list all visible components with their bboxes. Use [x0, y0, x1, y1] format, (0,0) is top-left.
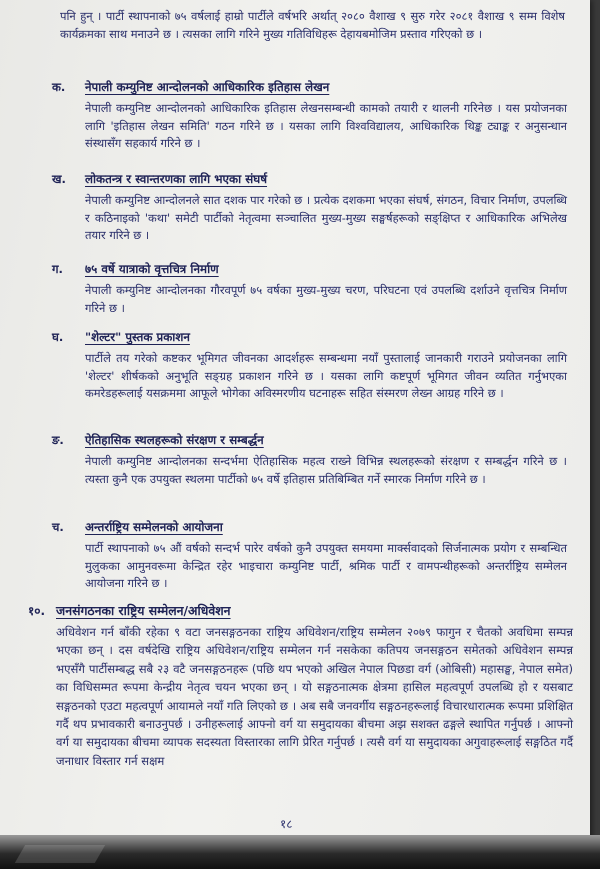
- section-cha: [52, 519, 567, 593]
- section-nga: [52, 432, 567, 488]
- section-title: ७५ वर्षे यात्राको वृत्तचित्र निर्माण: [85, 262, 219, 276]
- section-10: [28, 602, 573, 770]
- section-letter: ग.: [52, 262, 63, 276]
- section-letter: घ.: [52, 330, 64, 344]
- section-number: १०.: [28, 604, 46, 618]
- section-body: पार्टी स्थापनाको ७५ औं वर्षको सन्दर्भ पारेर वर्षको कुनै उपयुक्त समयमा मार्क्सवादको सिर्जनात्मक प्रयोग र सम्बन्धित मुलुकका आमुनवरूमा केन्द्रित रहेर भाइचारा कम्युनिष्ट पार्टी, श्रमिक पार्टी र वामपन्थीहरूको अन्तर्राष्ट्रिय सम्मेलन आयोजना गरिने छ ।: [85, 541, 567, 591]
- page-number: १८: [280, 817, 293, 831]
- section-title: लोकतन्त्र र स्वान्तरणका लागि भएका संघर्ष: [85, 172, 268, 186]
- section-title: अन्तर्राष्ट्रिय सम्मेलनको आयोजना: [85, 520, 223, 534]
- section-title: ऐतिहासिक स्थलहरूको संरक्षण र सम्बर्द्धन: [85, 433, 264, 447]
- section-body: नेपाली कम्युनिष्ट आन्दोलनले सात दशक पार गरेको छ । प्रत्येक दशकमा भएका संघर्ष, संगठन, विचार निर्माण, उपलब्धि र कठिनाइको 'कथा' समेटी पार्टीको नेतृत्वमा सञ्चालित मुख्य-मुख्य सङ्घर्षहरूको सङ्क्षिप्त र आधिकारिक अभिलेख तयार गरिने छ ।: [85, 193, 567, 243]
- background-surface: [0, 835, 600, 869]
- section-body: नेपाली कम्युनिष्ट आन्दोलनका सन्दर्भमा ऐतिहासिक महत्व राख्ने विभिन्न स्थलहरूको संरक्षण र सम्बर्द्धन गरिने छ । त्यस्ता कुनै एक उपयुक्त स्थलमा पार्टीको ७५ वर्षे इतिहास प्रतिबिम्बित गर्ने स्मारक निर्माण गरिने छ ।: [85, 454, 567, 486]
- section-title: जनसंगठनका राष्ट्रिय सम्मेलन/अधिवेशन: [56, 603, 231, 618]
- section-ka: [52, 79, 567, 153]
- section-ga: [52, 261, 567, 317]
- intro-paragraph: पनि हुन् । पार्टी स्थापनाको ७५ वर्षलाई हाम्रो पार्टीले वर्षभरि अर्थात् २०८० वैशाख ९ सुरु गरेर २०८१ वैशाख ९ सम्म विशेष कार्यक्रमका साथ मनाउने छ । त्यसका लागि गरिने मुख्य गतिविधिहरू देहायबमोजिम प्रस्ताव गरिएको छ ।: [60, 9, 565, 41]
- section-letter: ख.: [52, 172, 66, 186]
- section-kha: [52, 171, 567, 245]
- section-body: पार्टीले तय गरेको कष्टकर भूमिगत जीवनका आदर्शहरू सम्बन्धमा नयाँ पुस्तालाई जानकारी गराउने प्रयोजनका लागि 'शेल्टर' शीर्षकको अनुभूति सङ्ग्रह प्रकाशन गरिने छ । यसका लागि कष्टपूर्ण भूमिगत जीवन व्यतित गर्नुभएका कमरेडहरूलाई यसक्रममा आफूले भोगेका अविस्मरणीय घटनाहरू सहित संस्मरण लेख्न आग्रह गरिने छ ।: [85, 351, 567, 401]
- section-body: नेपाली कम्युनिष्ट आन्दोलनका गौरवपूर्ण ७५ वर्षका मुख्य-मुख्य चरण, परिघटना एवं उपलब्धि दर्शाउने वृत्तचित्र निर्माण गरिने छ ।: [85, 283, 567, 315]
- section-gha: [52, 329, 567, 403]
- section-title: "शेल्टर" पुस्तक प्रकाशन: [85, 330, 190, 344]
- section-body: अधिवेशन गर्न बाँकी रहेका ९ वटा जनसङ्गठनका राष्ट्रिय अधिवेशन/राष्ट्रिय सम्मेलन २०७९ फागुन र चैतको अवधिमा सम्पन्न भएका छन् । दस वर्षदेखि राष्ट्रिय अधिवेशन/राष्ट्रिय सम्मेलन गर्न नसकेका कतिपय जनसङ्गठन समेतको अधिवेशन सम्पन्न भएसँगै पार्टीसम्बद्ध सबै २३ वटै जनसङ्गठनहरू (पछि थप भएको अखिल नेपाल पिछडा वर्ग (ओबिसी) महासङ्घ, नेपाल समेत) का विधिसम्मत रूपमा केन्द्रीय नेतृत्व चयन भएका छन् । यो सङ्गठनात्मक क्षेत्रमा हासिल महत्वपूर्ण उपलब्धि हो र यसबाट सङ्गठनको एउटा महत्वपूर्ण आयामले नयाँ गति लिएको छ । अब सबै जनवर्गीय सङ्गठनहरूलाई विचारधारात्मक रूपमा प्रशिक्षित गर्दै थप प्रभावकारी बनाउनुपर्छ । उनीहरूलाई आफ्नो वर्ग या समुदायका बीचमा अझ सशक्त ढङ्गले स्थापित गर्नुपर्छ । आफ्नो वर्ग या समुदायका बीचमा व्यापक सदस्यता विस्तारका लागि प्रेरित गर्नुपर्छ । त्यसै वर्ग या समुदायका अगुवाहरूलाई सङ्गठित गर्दै जनाधार विस्तार गर्न सक्षम: [56, 625, 573, 768]
- section-body: नेपाली कम्युनिष्ट आन्दोलनको आधिकारिक इतिहास लेखनसम्बन्धी कामको तयारी र थालनी गरिनेछ । यस प्रयोजनका लागि 'इतिहास लेखन समिति' गठन गरिने छ । यसका लागि विश्वविद्यालय, आधिकारिक थिङ्क ट्याङ्क र अनुसन्धान संस्थासँग सहकार्य गरिने छ ।: [85, 101, 567, 151]
- section-letter: च.: [52, 520, 64, 534]
- section-title: नेपाली कम्युनिष्ट आन्दोलनको आधिकारिक इतिहास लेखन: [85, 80, 330, 94]
- section-letter: ङ.: [52, 433, 64, 447]
- section-letter: क.: [52, 80, 66, 94]
